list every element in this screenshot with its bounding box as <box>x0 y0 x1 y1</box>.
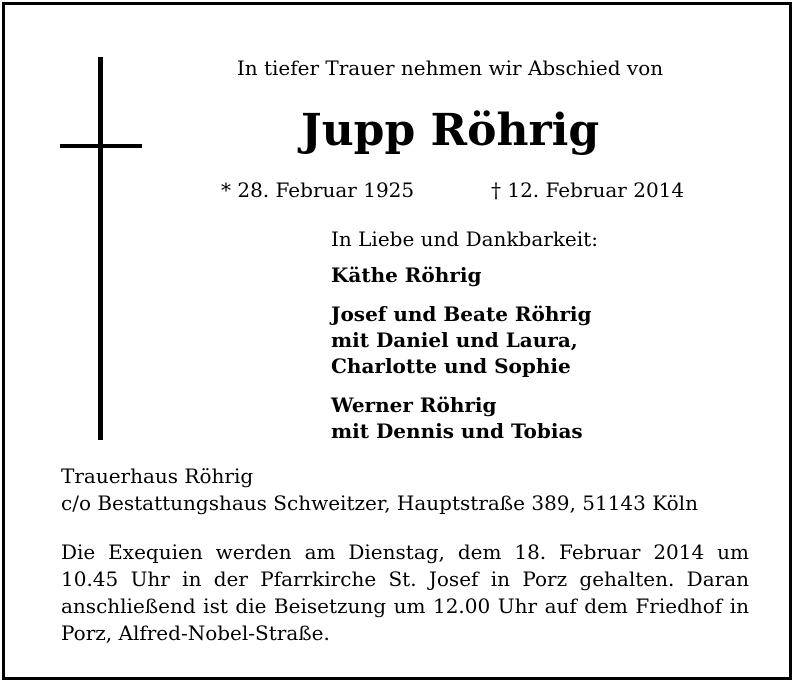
mourner-entry: Josef und Beate Röhrig mit Daniel und Laura, Charlotte und Sophie <box>331 302 592 378</box>
address-block: Trauerhaus Röhrig c/o Bestattungshaus Schweitzer, Hauptstraße 389, 51143 Köln <box>61 464 698 515</box>
deceased-name: Jupp Röhrig <box>300 105 600 156</box>
death-date: † 12. Februar 2014 <box>491 178 685 202</box>
thanks-line: In Liebe und Dankbarkeit: <box>331 227 598 251</box>
mourner-entry: Werner Röhrig mit Dennis und Tobias <box>331 393 583 443</box>
intro-line: In tiefer Trauer nehmen wir Abschied von <box>236 56 664 80</box>
mourner-entry: Käthe Röhrig <box>331 263 482 287</box>
cross-icon-horizontal <box>60 144 142 148</box>
birth-date: * 28. Februar 1925 <box>221 178 415 202</box>
obituary-notice <box>2 2 792 680</box>
service-text: Die Exequien werden am Dienstag, dem 18. Februar 2014 um 10.45 Uhr in der Pfarrkirche St. Josef in Porz gehalten. Daran anschließend ist die Beisetzung um 12.00 Uhr auf dem Friedhof in Porz, Alfred-Nobel-Straße. <box>61 540 749 645</box>
cross-icon-vertical <box>98 57 103 440</box>
